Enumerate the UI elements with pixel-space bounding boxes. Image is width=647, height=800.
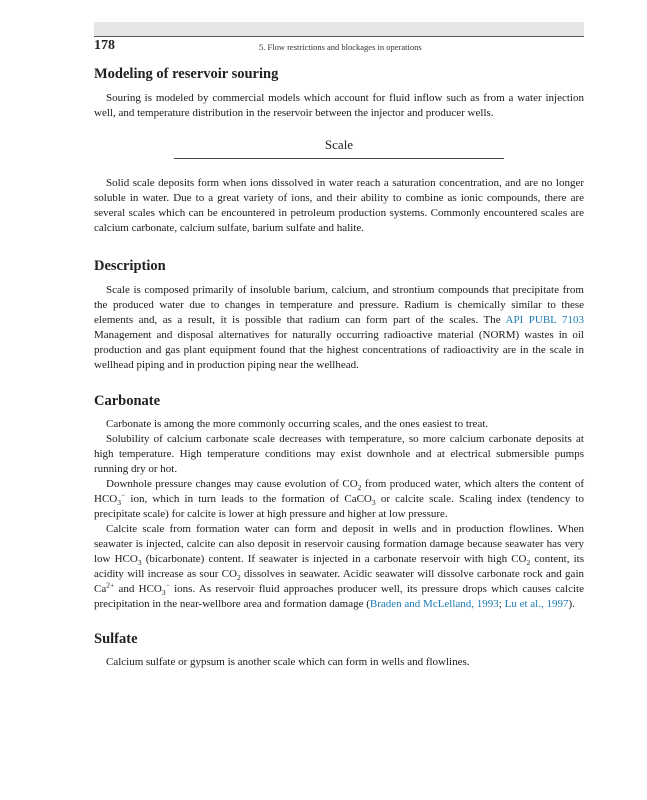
header-band — [94, 22, 584, 36]
citation-braden-link[interactable]: Braden and McLelland, 1993 — [369, 598, 499, 610]
paragraph-carbonate-3: Downhole pressure changes may cause evolution of $CO_2$ from produced water, which alters the content of $HCO_3^-$ ion, which in turn leads to the formation of CaCO$_3$ or calcite scale. Scaling index (tendency to precipitate scale) for calcite is lower at high pressure and higher at low pressure. — [94, 478, 584, 520]
heading-sulfate: Sulfate — [94, 631, 138, 647]
heading-carbonate: Carbonate — [94, 393, 161, 409]
paragraph-scale: Solid scale deposits form when ions dissolved in water reach a saturation concentration, and are no longer soluble in water. Due to a great variety of ions, and their ability to combine as ionic compounds, there are several scales which can be encountered in petroleum production systems. Commonly encountered scales are calcium carbonate, calcium sulfate, barium sulfate and halite. — [94, 177, 584, 234]
citation-lu-link[interactable]: Lu et al., 1997 — [504, 598, 569, 610]
paragraph-carbonate-2: Solubility of calcium carbonate scale decreases with temperature, so more calcium carbonate deposits at high temperature. High temperature conditions may exist downhole and at electrical submersible pumps running dry or hot. — [94, 433, 584, 475]
paragraph-modeling: Souring is modeled by commercial models which account for fluid inflow such as from a water injection well, and temperature distribution in the reservoir between the injector and producer wells. — [94, 92, 584, 119]
paragraph-carbonate-1: Carbonate is among the more commonly occurring scales, and the ones easiest to treat. — [106, 418, 489, 430]
paragraph-description: Scale is composed primarily of insoluble barium, calcium, and strontium compounds that precipitate from the produced water due to changes in temperature and pressure. Radium is chemically similar to these elements and, as a result, it is possible that radium can form part of the scales. The API PUBL 7103 Management and disposal alternatives for naturally occurring radioactive material (NORM) wastes in oil production and gas plant equipment found that the highest concentrations of radioactivity are in the scale in wellhead piping and in production piping near the wellhead. — [94, 284, 585, 371]
paragraph-sulfate-1: Calcium sulfate or gypsum is another scale which can form in wells and flowlines. — [106, 656, 470, 668]
page-number: 178 — [94, 38, 115, 53]
page-header — [94, 36, 584, 57]
running-head: 5. Flow restrictions and blockages in operations — [259, 42, 422, 52]
paragraph-carbonate-4: Calcite scale from formation water can form and deposit in wells and in production flowlines. When seawater is injected, calcite can also deposit in reservoir causing formation damage because seawater has very low $HCO_3$ (bicarbonate) content. If seawater is injected in a carbonate reservoir with high $CO_2$ content, its acidity will increase as sour $CO_2$ dissolves in seawater. Acidic seawater will dissolve carbonate rock and gain $Ca^{2+}$ and $HCO_3^-$ ions. As reservoir fluid approaches producer well, its pressure drops which causes calcite precipitation in the near-wellbore area and formation damage (Braden and McLelland, 1993; Lu et al., 1997). — [94, 523, 584, 610]
heading-description: Description — [94, 258, 166, 274]
page-body — [94, 60, 584, 670]
section-divider — [174, 158, 504, 159]
api-publ-link[interactable]: API PUBL 7103 — [505, 314, 585, 326]
section-title-scale: Scale — [324, 137, 354, 152]
heading-modeling: Modeling of reservoir souring — [94, 66, 279, 82]
